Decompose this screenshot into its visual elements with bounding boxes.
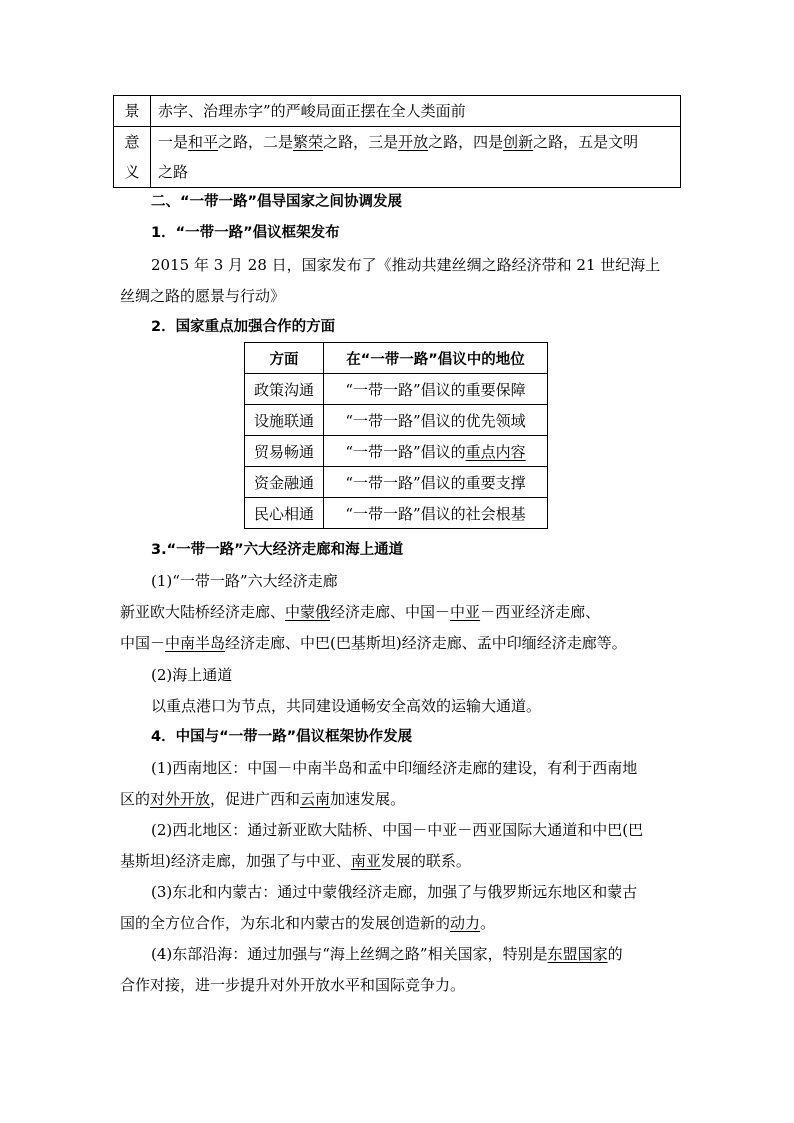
table-row [114,96,681,127]
table-header-row [245,343,548,374]
top-table [113,95,681,188]
row-content: 赤字、治理赤字”的严峻局面正摆在全人类面前 [151,96,681,127]
table-row: 民心相通 “一带一路”倡议的社会根基 [245,498,548,529]
table-row: 设施联通 “一带一路”倡议的优先领域 [245,405,548,436]
table-row: 政策沟通 “一带一路”倡议的重要保障 [245,374,548,405]
southwest-text: (1)西南地区：中国－中南半岛和孟中印缅经济走廊的建设，有利于西南地 [151,759,638,777]
item3-subtitle: (2)海上通道 [151,666,233,684]
section-heading: 二、“一带一路”倡导国家之间协调发展 [151,194,403,210]
item3-title: 3.“一带一路”六大经济走廊和海上通道 [151,542,404,558]
southwest-text: 区的对外开放，促进广西和云南加速发展。 [120,790,406,808]
northwest-text: (2)西北地区：通过新亚欧大陆桥、中国－中亚－西亚国际大通道和中巴(巴 [151,821,644,839]
row-head-significance: 意 义 [114,127,151,188]
column-header: 方面 [245,343,324,374]
column-header: 在“一带一路”倡议中的地位 [324,343,548,374]
row-content-significance [151,127,681,188]
item4-title: 4．中国与“一带一路”倡议框架协作发展 [151,729,413,745]
item1-text: 2015 年 3 月 28 日，国家发布了《推动共建丝绸之路经济带和 21 世纪海上 [151,256,661,274]
significance-line-2: 之路 [158,163,189,181]
item1-title: 1．“一带一路”倡议框架发布 [151,225,340,241]
northeast-text: 国的全方位合作，为东北和内蒙古的发展创造新的动力。 [120,914,496,932]
table-row: 资金融通 “一带一路”倡议的重要支撑 [245,467,548,498]
significance-line-1: 一是和平之路，二是繁荣之路，三是开放之路，四是创新之路，五是文明 [158,133,639,151]
cooperation-table [244,342,548,529]
east-coast-text: (4)东部沿海：通过加强与“海上丝绸之路”相关国家，特别是东盟国家的 [151,945,623,963]
item3-subtitle: (1)“一带一路”六大经济走廊 [151,572,338,590]
northeast-text: (3)东北和内蒙古：通过中蒙俄经济走廊，加强了与俄罗斯远东地区和蒙古 [151,883,638,901]
table-row: 贸易畅通 “一带一路”倡议的重点内容 [245,436,548,467]
northwest-text: 基斯坦)经济走廊，加强了与中亚、南亚发展的联系。 [120,852,471,870]
sea-text: 以重点港口为节点，共同建设通畅安全高效的运输大通道。 [151,697,542,715]
east-coast-text: 合作对接，进一步提升对外开放水平和国际竞争力。 [120,976,466,994]
item1-text: 丝绸之路的愿景与行动》 [120,287,286,305]
row-head: 景 [114,96,151,127]
item2-title: 2．国家重点加强合作的方面 [151,319,336,335]
corridors-line: 新亚欧大陆桥经济走廊、中蒙俄经济走廊、中国－中亚－西亚经济走廊、 [120,603,601,621]
corridors-line: 中国－中南半岛经济走廊、中巴(巴基斯坦)经济走廊、孟中印缅经济走廊等。 [120,634,627,652]
table-row [114,127,681,188]
